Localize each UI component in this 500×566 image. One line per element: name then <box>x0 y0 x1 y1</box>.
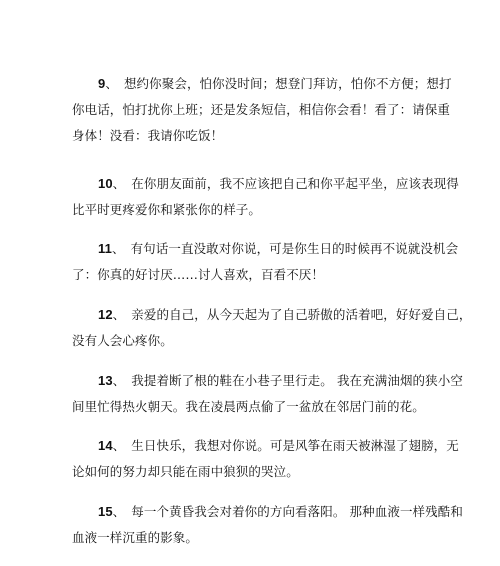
paragraph-line <box>72 71 452 97</box>
item-separator: 、 <box>112 504 126 519</box>
paragraph-line: 了：你真的好讨厌……讨人喜欢，百看不厌！ <box>72 267 325 282</box>
item-number: 10 <box>98 176 113 191</box>
paragraph-line: 身体！没看：我请你吃饭！ <box>72 128 224 143</box>
list-item-10 <box>72 171 459 223</box>
paragraph-line: 比平时更疼爱你和紧张你的样子。 <box>72 202 262 217</box>
item-separator: 、 <box>105 76 118 91</box>
paragraph-text: 有句话一直没敢对你说，可是你生日的时候再不说就没机会 <box>130 241 459 256</box>
list-item-15 <box>72 499 463 551</box>
list-item-13 <box>72 368 463 420</box>
paragraph-line: 论如何的努力却只能在雨中狼狈的哭泣。 <box>72 464 299 479</box>
list-item-11 <box>72 236 459 288</box>
paragraph-text: 在你朋友面前，我不应该把自己和你平起平坐，应该表现得 <box>131 176 459 191</box>
item-number: 13 <box>98 373 113 388</box>
paragraph-line: 没有人会心疼你。 <box>72 333 173 348</box>
paragraph-text: 生日快乐，我想对你说。可是风筝在雨天被淋湿了翅膀，无 <box>131 438 459 453</box>
item-number: 14 <box>98 438 113 453</box>
item-separator: 、 <box>112 176 126 191</box>
paragraph-line: 你电话，怕打扰你上班；还是发条短信，相信你会看！看了：请保重 <box>72 102 451 117</box>
item-number: 12 <box>98 307 113 322</box>
item-separator: 、 <box>112 307 126 322</box>
paragraph-line <box>72 171 459 197</box>
paragraph-line: 血液一样沉重的影象。 <box>72 530 199 545</box>
paragraph-line <box>72 499 463 525</box>
paragraph-line: 间里忙得热火朝天。我在凌晨两点偷了一盆放在邻居门前的花。 <box>72 399 425 414</box>
paragraph-line <box>72 302 472 328</box>
item-separator: 、 <box>111 241 125 256</box>
paragraph-text: 每一个黄昏我会对着你的方向看落阳。 那种血液一样残酷和 <box>131 504 463 519</box>
paragraph-text: 亲爱的自己，从今天起为了自己骄傲的活着吧，好好爱自己， <box>131 307 472 322</box>
list-item-12 <box>72 302 472 354</box>
item-separator: 、 <box>112 438 126 453</box>
list-item-9 <box>72 71 452 149</box>
paragraph-text: 想约你聚会，怕你没时间；想登门拜访，怕你不方便；想打 <box>123 76 452 91</box>
item-number: 9 <box>98 76 106 91</box>
paragraph-line <box>72 236 459 262</box>
item-number: 15 <box>98 504 113 519</box>
paragraph-line <box>72 433 459 459</box>
item-number: 11 <box>98 241 112 256</box>
list-item-14 <box>72 433 459 485</box>
paragraph-line <box>72 368 463 394</box>
item-separator: 、 <box>112 373 126 388</box>
paragraph-text: 我提着断了根的鞋在小巷子里行走。 我在充满油烟的狭小空 <box>131 373 463 388</box>
